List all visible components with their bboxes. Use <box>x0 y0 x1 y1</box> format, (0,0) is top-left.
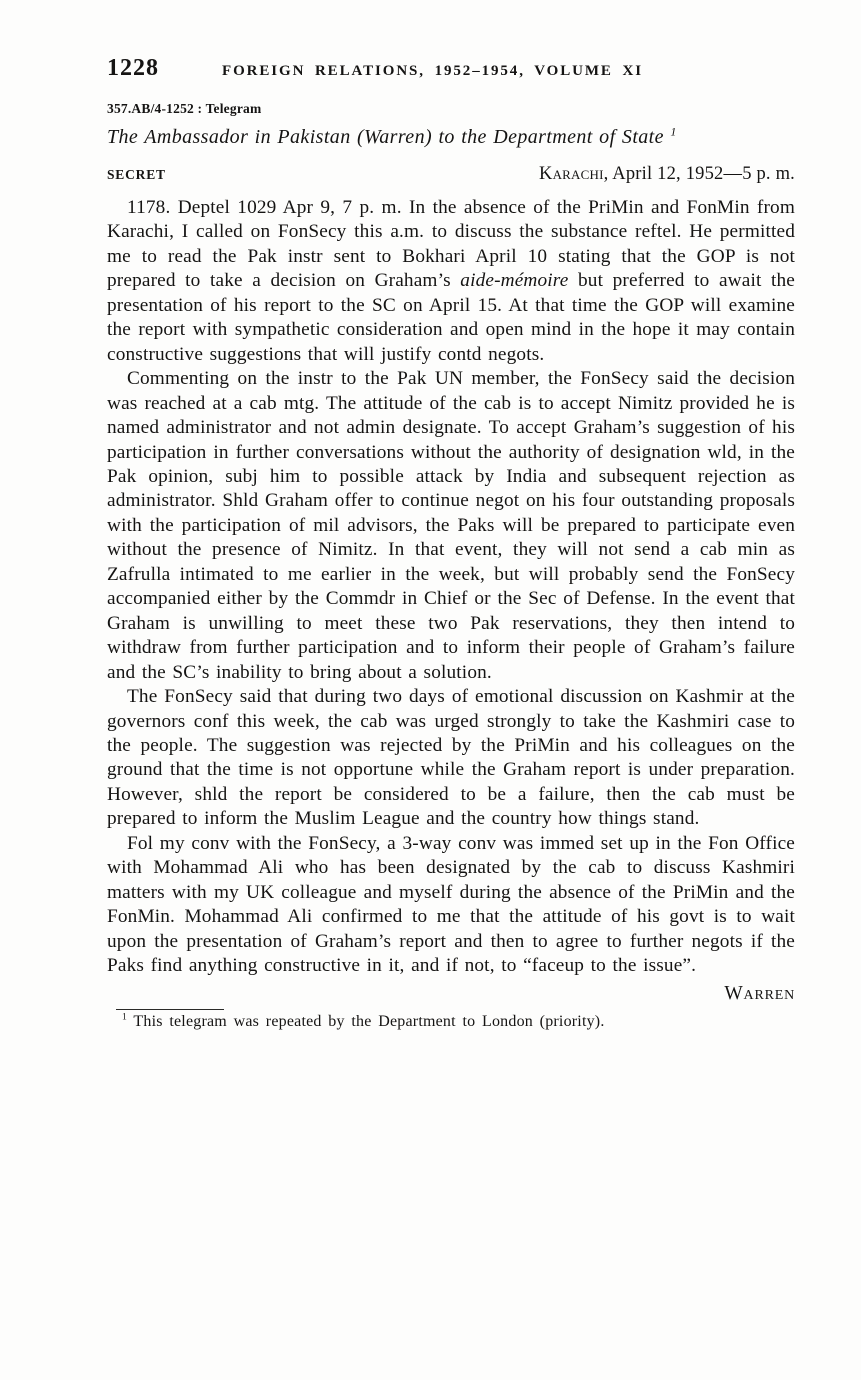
dateline-date: , April 12, 1952—5 p. m. <box>603 164 795 184</box>
telegram-paragraph: 1178. Deptel 1029 Apr 9, 7 p. m. In the absence of the PriMin and FonMin from Karachi, I called on FonSecy this a.m. to discuss the substance reftel. He permitted me to read the Pak instr sent to Bokhari April 10 stating that the GOP is not prepared to take a decision on Graham’s aide-mémoire but preferred to await the presentation of his report to the SC on April 15. At that time the GOP will examine the report with sympathetic consideration and open mind in the hope it may contain constructive suggestions that will justify contd negots. <box>107 197 795 365</box>
footnote: $^1$ This telegram was repeated by the Department to London (priority). <box>122 1011 605 1030</box>
running-head: FOREIGN RELATIONS, 1952–1954, VOLUME XI <box>222 63 643 79</box>
telegram-body <box>107 196 795 979</box>
page-number: 1228 <box>107 55 159 81</box>
document-citation: 357.AB/4-1252 : Telegram <box>107 101 262 116</box>
dateline-place: Karachi <box>539 164 604 184</box>
telegram-paragraph: Fol my conv with the FonSecy, a 3-way conv was immed set up in the Fon Office with Mohammad Ali who has been designated by the cab to discuss Kashmiri matters with my UK colleague and myself during the absence of the PriMin and the FonMin. Mohammad Ali confirmed to me that the attitude of his govt is to wait upon the presentation of Graham’s report and then to agree to further negots if the Paks find anything constructive in it, and if not, to “faceup to the issue”. <box>107 832 795 977</box>
document-title: The Ambassador in Pakistan (Warren) to the Department of State $^1$ <box>107 124 677 148</box>
signature: Warren <box>724 982 795 1004</box>
place-date <box>539 164 795 185</box>
telegram-paragraph: The FonSecy said that during two days of emotional discussion on Kashmir at the governors conf this week, the cab was urged strongly to take the Kashmiri case to the people. The suggestion was rejected by the PriMin and his colleagues on the ground that the time is not opportune while the Graham report is under preparation. However, shld the report be considered to be a failure, then the cab must be prepared to inform the Muslim League and the country how things stand. <box>107 686 795 830</box>
footnote-separator <box>116 1009 224 1010</box>
classification-label: SECRET <box>107 167 166 182</box>
telegram-paragraph: Commenting on the instr to the Pak UN member, the FonSecy said the decision was reached at a cab mtg. The attitude of the cab is to accept Nimitz provided he is named administrator and not admin designate. To accept Graham’s suggestion of his participation in further conversations without the authority of designation wld, in the Pak opinion, subj him to possible attack by India and subsequent rejection as administrator. Shld Graham offer to continue negot on his four outstanding proposals with the participation of mil advisors, the Paks will be prepared to participate even without the presence of Nimitz. In that event, they will not send a cab min as Zafrulla intimated to me earlier in the week, but will probably send the FonSecy accompanied either by the Commdr in Chief or the Sec of Defense. In the event that Graham is unwilling to meet these two Pak reservations, they then intend to withdraw from further participation and to inform their people of Graham’s failure and the SC’s inability to bring about a solution. <box>107 368 795 683</box>
page-header <box>107 55 795 82</box>
dateline <box>107 164 795 185</box>
